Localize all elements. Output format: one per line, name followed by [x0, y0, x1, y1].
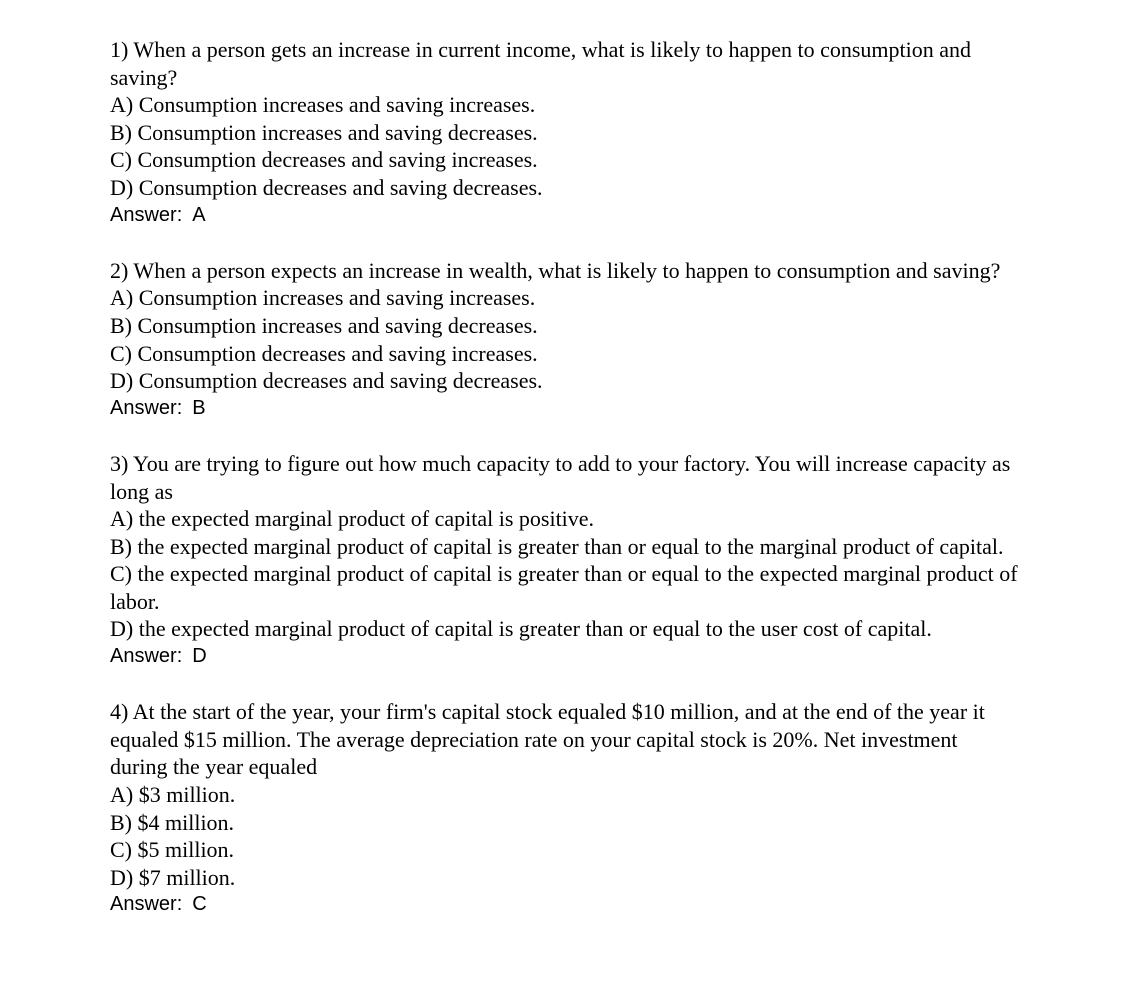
question-1	[110, 36, 1020, 229]
option-a: A) Consumption increases and saving increases.	[110, 92, 536, 118]
question-3	[110, 450, 1020, 671]
question-2	[110, 257, 1020, 423]
option-a: A) $3 million.	[110, 782, 236, 808]
answer-label: Answer:	[110, 645, 183, 668]
option-d: D) Consumption decreases and saving decreases.	[110, 174, 543, 200]
document-page	[110, 36, 1020, 947]
option-c: C) $5 million.	[110, 837, 235, 863]
answer-line	[110, 395, 1020, 423]
answer-value: A	[192, 203, 206, 226]
question-stem: 2) When a person expects an increase in wealth, what is likely to happen to consumption and saving?	[110, 257, 1001, 283]
answer-line	[110, 891, 1020, 919]
answer-label: Answer:	[110, 893, 183, 916]
answer-line	[110, 643, 1020, 671]
answer-line	[110, 202, 1020, 230]
answer-value: D	[192, 645, 207, 668]
question-4	[110, 698, 1020, 919]
option-c: C) the expected marginal product of capital is greater than or equal to the expected marginal product of labor.	[110, 561, 1018, 614]
option-c: C) Consumption decreases and saving increases.	[110, 340, 538, 366]
option-d: D) the expected marginal product of capital is greater than or equal to the user cost of capital.	[110, 616, 932, 642]
option-c: C) Consumption decreases and saving increases.	[110, 147, 538, 173]
question-stem: 4) At the start of the year, your firm's capital stock equaled $10 million, and at the end of the year it equaled $15 million. The average depreciation rate on your capital stock is 20%. Net investment during the year equaled	[110, 699, 985, 780]
option-b: B) Consumption increases and saving decreases.	[110, 119, 538, 145]
option-a: A) Consumption increases and saving increases.	[110, 285, 536, 311]
option-d: D) Consumption decreases and saving decreases.	[110, 368, 543, 394]
question-stem: 3) You are trying to figure out how much capacity to add to your factory. You will increase capacity as long as	[110, 450, 1011, 504]
option-b: B) Consumption increases and saving decreases.	[110, 312, 538, 338]
answer-value: B	[192, 396, 206, 419]
option-b: B) $4 million.	[110, 809, 235, 835]
answer-label: Answer:	[110, 396, 183, 419]
option-d: D) $7 million.	[110, 864, 236, 890]
answer-label: Answer:	[110, 203, 183, 226]
option-a: A) the expected marginal product of capital is positive.	[110, 506, 595, 532]
answer-value: C	[192, 893, 207, 916]
question-stem: 1) When a person gets an increase in current income, what is likely to happen to consumption and saving?	[110, 37, 972, 90]
option-b: B) the expected marginal product of capital is greater than or equal to the marginal product of capital.	[110, 533, 1004, 559]
